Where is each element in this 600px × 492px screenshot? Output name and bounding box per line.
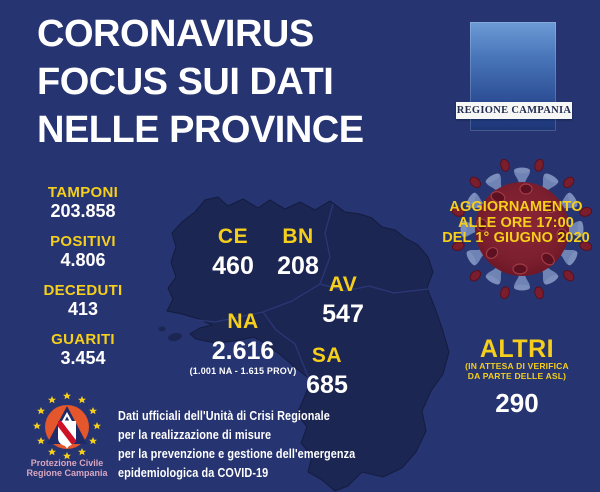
province-code: AV [328, 273, 358, 296]
stat-value: 4.806 [60, 250, 106, 270]
page-title [37, 10, 457, 154]
province-value: 460 [212, 252, 254, 280]
update-line-3: DEL 1° GIUGNO 2020 [442, 230, 590, 246]
province-value: 208 [277, 252, 319, 280]
update-line-2: ALLE ORE 17:00 [458, 214, 574, 231]
footer-line-1: Dati ufficiali dell'Unità di Crisi Regionale [118, 409, 330, 423]
stat-label: POSITIVI [50, 233, 116, 250]
province-code: SA [311, 344, 343, 367]
footer-line-4: epidemiologica da COVID-19 [118, 466, 269, 480]
province-value: 685 [306, 371, 348, 399]
stat-label: GUARITI [51, 331, 115, 348]
province-value: 2.616 [211, 337, 275, 365]
province-av [303, 272, 383, 328]
stats-column [14, 183, 152, 379]
update-badge [440, 200, 592, 247]
title-line-1: CORONAVIRUS [37, 13, 314, 55]
protezione-civile-logo [33, 392, 101, 459]
altri-note-2: DA PARTE DELLE ASL) [467, 370, 567, 381]
stat-value: 203.858 [50, 201, 116, 221]
province-na-note: (1.001 NA - 1.615 PROV) [189, 366, 297, 376]
stat-value: 413 [67, 299, 99, 319]
province-code: BN [282, 225, 314, 248]
stat-deceduti [14, 281, 152, 319]
footer-line-3: per la prevenzione e gestione dell'emergenza [118, 447, 356, 461]
province-na [183, 309, 303, 377]
altri-block [447, 336, 587, 417]
stat-label: DECEDUTI [43, 282, 123, 299]
protezione-civile-caption [12, 458, 122, 478]
altri-note-1: (IN ATTESA DI VERIFICA [465, 361, 569, 371]
stat-positivi [14, 232, 152, 270]
stat-value: 3.454 [60, 348, 106, 368]
pc-caption-line-2: Regione Campania [26, 468, 108, 478]
update-line-1: AGGIORNAMENTO [449, 199, 583, 215]
province-code: NA [227, 310, 259, 333]
stat-guariti [14, 330, 152, 368]
footer-source-text [118, 407, 379, 483]
title-line-3: NELLE PROVINCE [37, 109, 364, 151]
pc-caption-line-1: Protezione Civile [30, 458, 104, 468]
province-value: 547 [322, 300, 364, 328]
altri-label: ALTRI [479, 335, 555, 363]
title-line-2: FOCUS SUI DATI [37, 61, 334, 103]
province-sa [287, 343, 367, 399]
stat-tamponi [14, 183, 152, 221]
stat-label: TAMPONI [47, 184, 119, 201]
region-logo-caption: REGIONE CAMPANIA [456, 102, 572, 119]
altri-value: 290 [495, 388, 539, 418]
province-code: CE [217, 225, 249, 248]
footer-line-2: per la realizzazione di misure [118, 428, 272, 442]
